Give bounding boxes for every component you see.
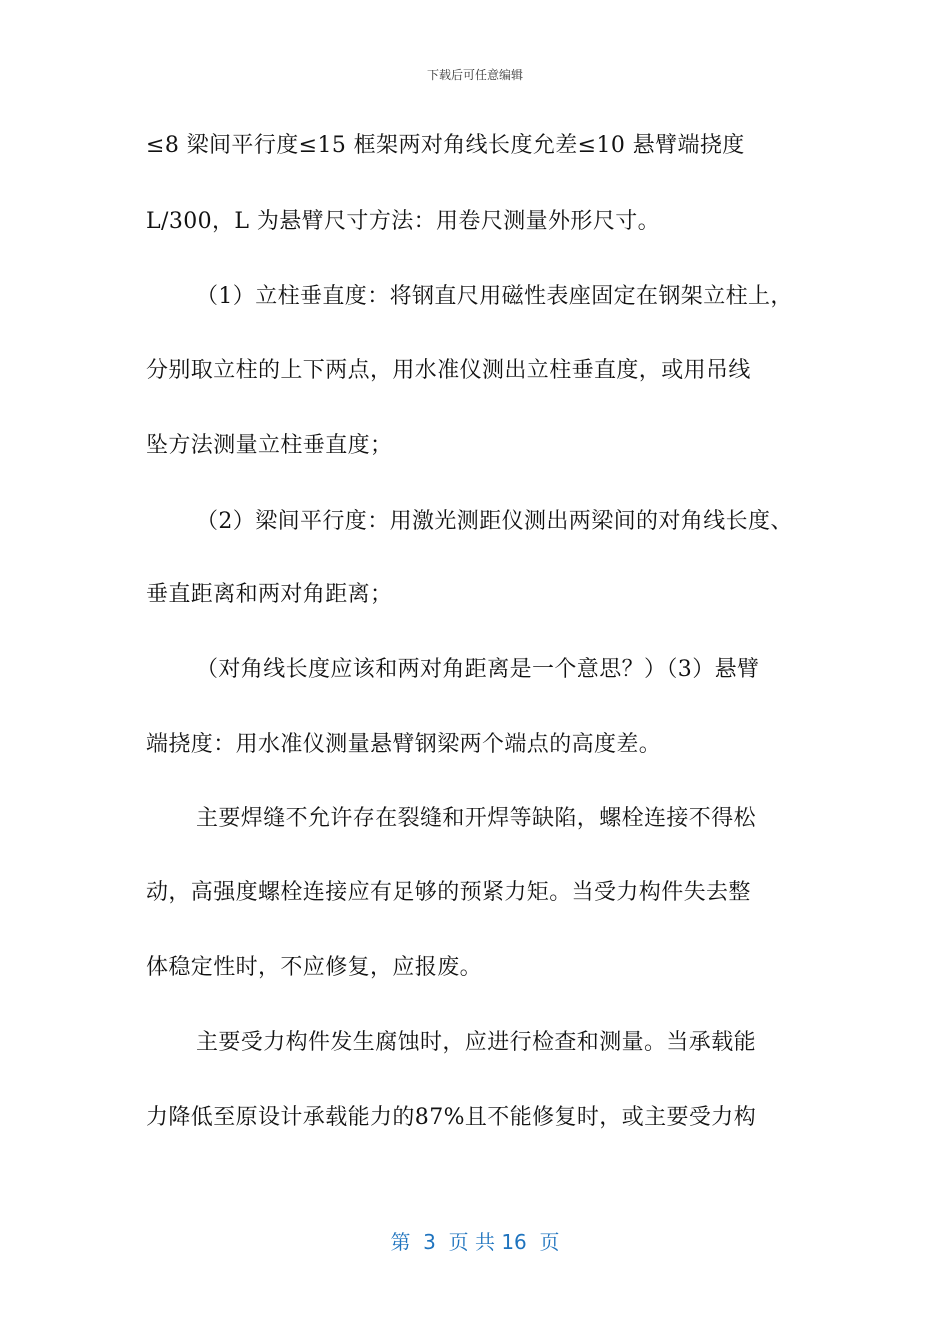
body-line: 端挠度：用水准仪测量悬臂钢梁两个端点的高度差。	[146, 732, 662, 757]
page-header: 下载后可任意编辑	[426, 68, 523, 82]
body-line: 力降低至原设计承载能力的87%且不能修复时，或主要受力构	[146, 1105, 757, 1130]
body-line: L/300，L 为悬臂尺寸方法：用卷尺测量外形尺寸。	[146, 209, 661, 234]
body-line: （对角线长度应该和两对角距离是一个意思？）（3）悬臂	[196, 657, 760, 682]
body-line: （1）立柱垂直度：将钢直尺用磁性表座固定在钢架立柱上，	[196, 284, 793, 309]
body-line: 主要焊缝不允许存在裂缝和开焊等缺陷，螺栓连接不得松	[196, 806, 757, 831]
body-line: 主要受力构件发生腐蚀时，应进行检查和测量。当承载能	[196, 1030, 757, 1055]
body-line: 垂直距离和两对角距离；	[146, 582, 393, 607]
body-line: ≤8 梁间平行度≤15 框架两对角线长度允差≤10 悬臂端挠度	[146, 133, 745, 158]
body-line: 坠方法测量立柱垂直度；	[146, 433, 393, 458]
body-line: 体稳定性时，不应修复，应报废。	[146, 955, 483, 980]
body-line: 分别取立柱的上下两点，用水准仪测出立柱垂直度，或用吊线	[146, 358, 751, 383]
body-line: 动，高强度螺栓连接应有足够的预紧力矩。当受力构件失去整	[146, 880, 751, 905]
page-footer: 第 3 页 共 16 页	[390, 1230, 560, 1254]
body-line: （2）梁间平行度：用激光测距仪测出两梁间的对角线长度、	[196, 509, 793, 534]
